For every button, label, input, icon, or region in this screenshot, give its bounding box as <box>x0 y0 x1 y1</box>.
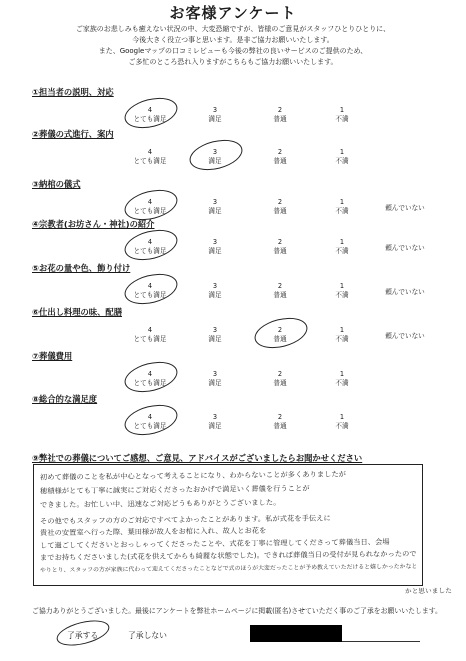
rating-label: とても満足 <box>133 291 167 299</box>
rating-number: 3 <box>212 238 218 246</box>
rating-number: 3 <box>212 148 218 156</box>
rating-number: 1 <box>339 238 345 246</box>
rating-option[interactable] <box>250 238 310 256</box>
comment-line: 穂積様がとても丁寧に誠実にご対応くださったおかげで満足いく葬儀を行うことが <box>39 483 310 496</box>
rating-label: とても満足 <box>133 157 167 165</box>
rating-number: 3 <box>212 413 218 421</box>
rating-option[interactable] <box>312 106 372 124</box>
rating-label: とても満足 <box>133 422 167 430</box>
rating-number: 1 <box>339 198 345 206</box>
rating-label: 不満 <box>335 291 349 299</box>
rating-number: 4 <box>147 238 153 246</box>
rating-label: 不満 <box>335 247 349 255</box>
rating-number: 4 <box>147 282 153 290</box>
question-label: ⑦葬儀費用 <box>32 351 73 361</box>
intro-line: ご多忙のところ恐れ入りますがこちらもご協力お願いいたします。 <box>128 58 338 66</box>
rating-label: 満足 <box>208 335 222 343</box>
rating-number: 4 <box>147 106 153 114</box>
rating-option[interactable] <box>185 238 245 256</box>
rating-label: とても満足 <box>133 207 167 215</box>
rating-label: 満足 <box>208 291 222 299</box>
rating-number: 4 <box>147 370 153 378</box>
comment-overflow: かと思いました <box>404 586 452 596</box>
rating-number: 2 <box>277 198 283 206</box>
question-label: ③納棺の儀式 <box>32 179 81 189</box>
rating-number: 1 <box>339 413 345 421</box>
rating-label: 普通 <box>273 247 287 255</box>
comment-prompt: ⑨弊社での葬儀についてご感想、ご意見、アドバイスがございましたらお聞かせください <box>32 453 363 463</box>
rating-label: 不満 <box>335 422 349 430</box>
redacted-signature <box>250 625 342 642</box>
rating-number: 1 <box>339 148 345 156</box>
rating-option[interactable] <box>312 413 372 431</box>
rating-number: 1 <box>339 106 345 114</box>
rating-number: 3 <box>212 198 218 206</box>
rating-option[interactable] <box>185 282 245 300</box>
comment-line: までお持ちくださいました(式花を供えてからも綺麗な状態でした)。できれば葬儀当日の受付が見られなかったので <box>39 549 417 562</box>
rating-option[interactable] <box>120 148 180 166</box>
rating-option[interactable] <box>185 370 245 388</box>
rating-option[interactable] <box>312 370 372 388</box>
question-label: ④宗教者(お坊さん・神社)の紹介 <box>32 219 155 229</box>
rating-option[interactable] <box>185 413 245 431</box>
question-label: ⑧総合的な満足度 <box>32 394 98 404</box>
rating-number: 2 <box>277 370 283 378</box>
rating-option[interactable] <box>312 282 372 300</box>
rating-number: 3 <box>212 282 218 290</box>
rating-label: 満足 <box>208 422 222 430</box>
rating-number: 1 <box>339 370 345 378</box>
comment-box[interactable] <box>33 464 423 586</box>
rating-option[interactable] <box>312 238 372 256</box>
rating-number: 2 <box>277 106 283 114</box>
not-requested-option[interactable]: 頼んでいない <box>385 244 425 252</box>
rating-option[interactable] <box>250 198 310 216</box>
rating-label: 普通 <box>273 422 287 430</box>
rating-label: 普通 <box>273 335 287 343</box>
rating-label: 普通 <box>273 207 287 215</box>
rating-label: 満足 <box>208 157 222 165</box>
rating-label: 普通 <box>273 157 287 165</box>
rating-number: 3 <box>212 106 218 114</box>
rating-label: 不満 <box>335 335 349 343</box>
selection-circle <box>121 93 180 133</box>
rating-label: 満足 <box>208 115 222 123</box>
rating-number: 3 <box>212 326 218 334</box>
rating-number: 2 <box>277 148 283 156</box>
selection-circle <box>186 135 245 175</box>
selection-circle <box>251 313 310 353</box>
intro-line: また、Googleマップの口コミレビューも今後の弊社の良いサービスのご提供のため、 <box>98 47 368 55</box>
comment-line: できました。お忙しい中、迅速なご対応どうもありがとうございました。 <box>39 497 281 510</box>
rating-option[interactable] <box>250 413 310 431</box>
question-label: ⑥仕出し料理の味、配膳 <box>32 307 122 317</box>
rating-number: 4 <box>147 148 153 156</box>
rating-label: とても満足 <box>133 115 167 123</box>
consent-yes-circle <box>54 616 112 650</box>
selection-circle <box>121 400 180 440</box>
rating-option[interactable] <box>312 198 372 216</box>
rating-label: 普通 <box>273 291 287 299</box>
rating-label: 不満 <box>335 157 349 165</box>
rating-label: とても満足 <box>133 247 167 255</box>
intro-line: ご家族のお悲しみも癒えない状況の中、大変恐縮ですが、皆様のご意見がスタッフひとりひとりに、 <box>75 25 391 33</box>
rating-label: とても満足 <box>133 335 167 343</box>
not-requested-option[interactable]: 頼んでいない <box>385 204 425 212</box>
question-label: ②葬儀の式進行、案内 <box>32 129 114 139</box>
consent-text: ご協力ありがとうございました。最後にアンケートを弊社ホームページに掲載(匿名)させていただく事のご了承をお願いいたします。 <box>32 607 442 615</box>
comment-line: その他でもスタッフの方のご対応ですべてよかったことがあります。私が式花を手伝えに <box>39 513 331 526</box>
rating-number: 3 <box>212 370 218 378</box>
rating-option[interactable] <box>250 370 310 388</box>
rating-number: 4 <box>147 198 153 206</box>
rating-option[interactable] <box>250 106 310 124</box>
rating-number: 2 <box>277 282 283 290</box>
question-label: ⑤お花の量や色、飾り付け <box>32 263 131 273</box>
rating-number: 4 <box>147 326 153 334</box>
rating-number: 1 <box>339 326 345 334</box>
comment-line: やりとり、スタッフの方が家族に代わって迎えてくださったことなどで式のほうが大変だったことが予め教えていただけると嬉しかったかなと <box>39 564 418 574</box>
rating-label: 満足 <box>208 379 222 387</box>
rating-option[interactable] <box>250 148 310 166</box>
comment-line: 初めて葬儀のことを私が中心となって考えることになり、わからないことが多くありましたが <box>39 469 347 482</box>
rating-label: とても満足 <box>133 379 167 387</box>
consent-no[interactable]: 了承しない <box>128 631 167 640</box>
rating-label: 普通 <box>273 115 287 123</box>
rating-option[interactable] <box>185 106 245 124</box>
rating-option[interactable] <box>250 282 310 300</box>
consent-yes[interactable]: 了承する <box>67 631 99 640</box>
selection-circle <box>121 357 180 397</box>
rating-label: 普通 <box>273 379 287 387</box>
rating-label: 満足 <box>208 247 222 255</box>
rating-number: 2 <box>277 326 283 334</box>
rating-option[interactable] <box>185 198 245 216</box>
rating-option[interactable] <box>312 148 372 166</box>
rating-label: 満足 <box>208 207 222 215</box>
question-label: ①担当者の説明、対応 <box>32 87 114 97</box>
comment-line: して過ごしてくださいとおっしゃってくださったことや、式花を丁寧に管理してくださって葬儀当日、会場 <box>39 537 390 550</box>
rating-number: 4 <box>147 413 153 421</box>
rating-number: 2 <box>277 238 283 246</box>
rating-option[interactable] <box>120 326 180 344</box>
rating-option[interactable] <box>312 326 372 344</box>
rating-number: 2 <box>277 413 283 421</box>
rating-option[interactable] <box>185 326 245 344</box>
not-requested-option[interactable]: 頼んでいない <box>385 332 425 340</box>
rating-label: 不満 <box>335 115 349 123</box>
rating-label: 不満 <box>335 207 349 215</box>
rating-number: 1 <box>339 282 345 290</box>
not-requested-option[interactable]: 頼んでいない <box>385 288 425 296</box>
rating-label: 不満 <box>335 379 349 387</box>
comment-line: 貴社の安置室へ行った際、葉田様が故人をお棺に入れ、故人とお花を <box>39 525 267 538</box>
selection-circle <box>121 269 180 309</box>
page-title: お客様アンケート <box>169 4 297 22</box>
selection-circle <box>121 225 180 265</box>
intro-line: 今後大きく役立つ事と思います。是非ご協力お願いいたします。 <box>132 36 334 44</box>
